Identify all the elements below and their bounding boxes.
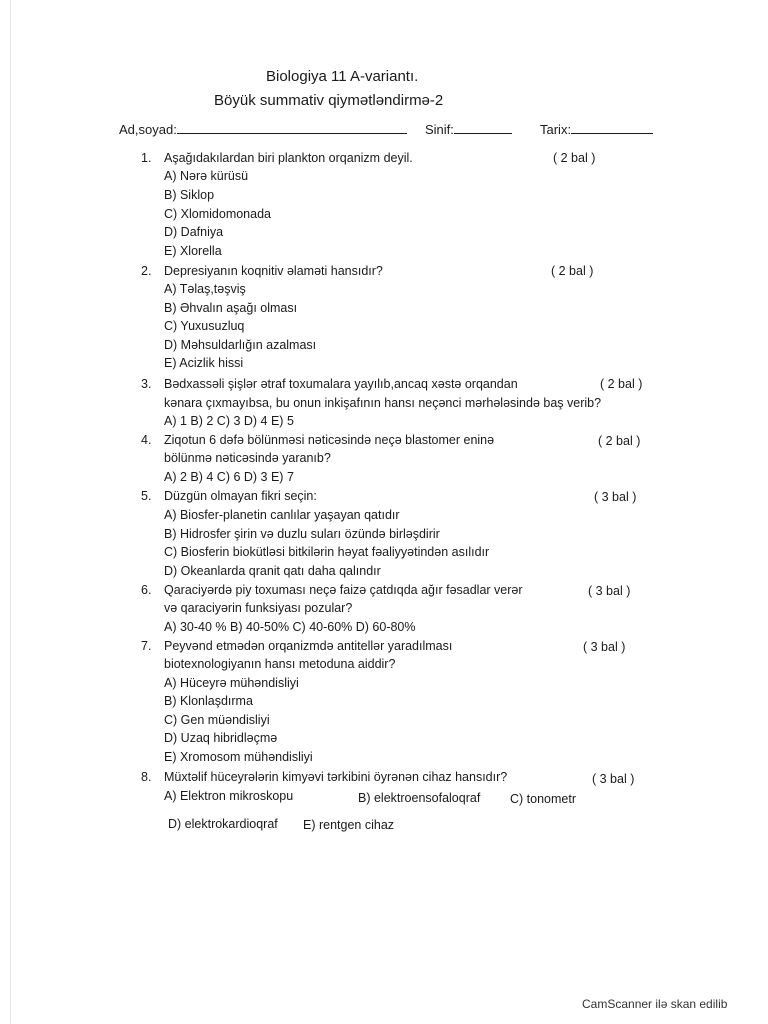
options-row[interactable]: A) 1 B) 2 C) 3 D) 4 E) 5: [164, 414, 294, 428]
question-text: Müxtəlif hüceyrələrin kimyəvi tərkibini öyrənən cihaz hansıdır?: [164, 770, 508, 784]
question-points: ( 3 bal ): [583, 640, 626, 654]
question-number: 1.: [141, 151, 152, 165]
date-blank[interactable]: [571, 121, 653, 134]
option-e[interactable]: E) Xlorella: [164, 244, 222, 258]
class-row: [425, 121, 512, 137]
option-d[interactable]: D) Məhsuldarlığın azalması: [164, 338, 317, 352]
class-label: Sinif:: [425, 122, 454, 137]
question-number: 2.: [141, 264, 152, 278]
question-text: Düzgün olmayan fikri seçin:: [164, 489, 317, 503]
name-blank[interactable]: [177, 121, 407, 134]
option-b[interactable]: B) Əhvalın aşağı olması: [164, 301, 298, 315]
option-a[interactable]: A) Elektron mikroskopu: [164, 789, 294, 803]
page-edge: [10, 0, 11, 1024]
question-number: 5.: [141, 489, 152, 503]
question-points: ( 3 bal ): [594, 490, 637, 504]
option-d[interactable]: D) Dafniya: [164, 225, 224, 239]
question-number: 4.: [141, 433, 152, 447]
question-text-line-1: Peyvənd etmədən orqanizmdə antitellər yaradılması: [164, 639, 453, 653]
question-points: ( 2 bal ): [600, 377, 643, 391]
question-text-line-2: və qaraciyərin funksiyası pozular?: [164, 601, 353, 615]
name-row: [119, 121, 407, 137]
question-number: 7.: [141, 639, 152, 653]
option-a[interactable]: A) Biosfer-planetin canlılar yaşayan qatıdır: [164, 508, 400, 522]
question-text-line-2: bölünmə nəticəsində yaranıb?: [164, 451, 331, 465]
options-row[interactable]: A) 30-40 % B) 40-50% C) 40-60% D) 60-80%: [164, 620, 416, 634]
question-number: 8.: [141, 770, 152, 784]
option-e[interactable]: E) Acizlik hissi: [164, 356, 244, 370]
question-text-line-1: Ziqotun 6 dəfə bölünməsi nəticəsində neçə blastomer eninə: [164, 433, 495, 447]
option-b[interactable]: B) Hidrosfer şirin və duzlu suları özündə birləşdirir: [164, 527, 440, 541]
option-d[interactable]: D) Uzaq hibridləçmə: [164, 731, 278, 745]
question-text-line-1: Bədxassəli şişlər ətraf toxumalara yayılıb,ancaq xəstə orqandan: [164, 377, 518, 391]
question-points: ( 3 bal ): [592, 772, 635, 786]
option-c[interactable]: C) tonometr: [510, 792, 576, 806]
question-number: 6.: [141, 583, 152, 597]
test-subtitle: Böyük summativ qiymətləndirmə-2: [214, 92, 444, 109]
option-e[interactable]: E) rentgen cihaz: [303, 818, 395, 832]
date-label: Tarix:: [540, 122, 572, 137]
date-row: [540, 121, 653, 137]
question-text-line-2: kənara çıxmayıbsa, bu onun inkişafının hansı neçənci mərhələsində baş verib?: [164, 396, 602, 410]
option-b[interactable]: B) elektroensofaloqraf: [358, 791, 481, 805]
option-d[interactable]: D) Okeanlarda qranit qatı daha qalındır: [164, 564, 381, 578]
test-title: Biologiya 11 A-variantı.: [266, 68, 419, 85]
question-points: ( 2 bal ): [551, 264, 594, 278]
option-b[interactable]: B) Siklop: [164, 188, 215, 202]
option-a[interactable]: A) Təlaş,təşviş: [164, 282, 246, 296]
question-number: 3.: [141, 377, 152, 391]
option-e[interactable]: E) Xromosom mühəndisliyi: [164, 750, 313, 764]
options-row[interactable]: A) 2 B) 4 C) 6 D) 3 E) 7: [164, 470, 294, 484]
option-a[interactable]: A) Hüceyrə mühəndisliyi: [164, 676, 299, 690]
name-label: Ad,soyad:: [119, 122, 177, 137]
question-points: ( 3 bal ): [588, 584, 631, 598]
scanner-watermark: CamScanner ilə skan edilib: [582, 997, 728, 1011]
option-c[interactable]: C) Yuxusuzluq: [164, 319, 245, 333]
question-text-line-2: biotexnologiyanın hansı metoduna aiddir?: [164, 657, 396, 671]
option-c[interactable]: C) Gen müəndisliyi: [164, 713, 270, 727]
option-c[interactable]: C) Biosferin biokütləsi bitkilərin həyat fəaliyyətindən asılıdır: [164, 545, 490, 559]
class-blank[interactable]: [454, 121, 512, 134]
question-points: ( 2 bal ): [598, 434, 641, 448]
option-c[interactable]: C) Xlomidomonada: [164, 207, 271, 221]
question-text-line-1: Qaraciyərdə piy toxuması neçə faizə çatdıqda ağır fəsadlar verər: [164, 583, 523, 597]
question-points: ( 2 bal ): [553, 151, 596, 165]
option-b[interactable]: B) Klonlaşdırma: [164, 694, 253, 708]
option-a[interactable]: A) Nərə kürüsü: [164, 169, 249, 183]
option-d[interactable]: D) elektrokardioqraf: [168, 817, 278, 831]
question-text: Depresiyanın koqnitiv əlaməti hansıdır?: [164, 264, 383, 278]
question-text: Aşağıdakılardan biri plankton orqanizm deyil.: [164, 151, 413, 165]
